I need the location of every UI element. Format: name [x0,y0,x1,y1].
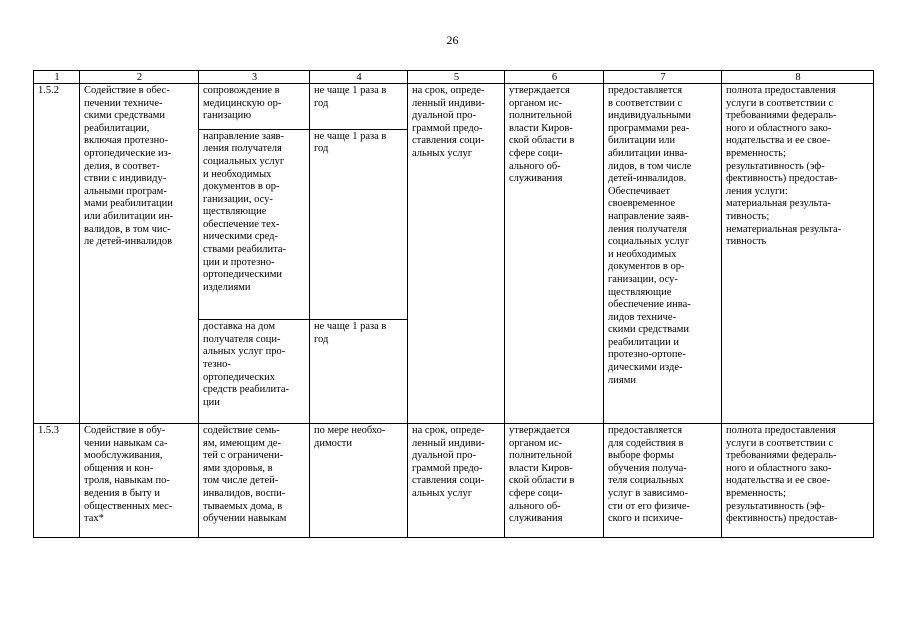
text-line: общественных мес- [84,500,173,512]
text-line: тей с ограничени- [203,450,284,462]
services-table [33,70,874,538]
text-line: ления получателя [608,223,687,235]
text-line: требованиями федераль- [726,450,837,462]
text-line: служивания [509,173,563,185]
subaction-cell [199,320,310,424]
text-line: ского и психиче- [608,513,683,525]
table-row [34,424,874,538]
frequency-cell [310,424,408,538]
text-line: обеспечение тех- [203,218,280,230]
column-header: 1 [34,71,80,84]
subaction-cell [199,129,310,320]
text-line: ортопедических [203,371,275,383]
text-line: сти от его физиче- [608,500,691,512]
text-line: том числе детей- [203,475,279,487]
text-line: сфере соци- [509,487,563,499]
column-header: 6 [505,71,604,84]
text-line: дуальной про- [412,110,476,122]
text-line: чении навыкам са- [84,437,168,449]
text-line: для содействия в [608,437,684,449]
text-line: и необходимых [608,248,677,260]
text-line: Содействие в обес- [84,85,170,96]
text-line: ствии с индивиду- [84,173,167,185]
text-line: обучении навыкам [203,513,287,525]
text-line: сфере соци- [509,147,563,159]
text-line: ствами реабилита- [203,244,287,256]
text-line: абилитации инва- [608,147,688,159]
text-line: ведения в быту и [84,487,161,499]
text-line: программами реа- [608,122,690,134]
text-line: в соответствии с [608,97,683,109]
text-line: фективность) предостав- [726,173,838,185]
text-line: ществляющие [608,286,672,298]
text-line: и необходимых [203,168,272,180]
text-line: год [314,97,329,109]
column-header: 5 [408,71,505,84]
text-line: средств реабилита- [203,384,289,396]
text-line: реабилитации, [84,122,150,134]
text-line: ями здоровья, в [203,462,273,474]
text-line: результативность (эф- [726,500,825,512]
text-line: скими средствами [84,110,166,122]
page-number: 26 [446,33,459,47]
conditions-cell [604,424,722,538]
text-line: ления получателя [203,143,282,155]
text-line: альных услуг про- [203,346,286,358]
approval-cell [505,424,604,538]
text-line: социальных услуг [203,155,285,167]
text-line: материальная результа- [726,198,831,210]
text-line: доставка на дом [203,321,276,333]
text-line: ставления соци- [412,475,485,487]
text-line: требованиями федераль- [726,110,837,122]
text-line: ганизации, осу- [608,273,678,285]
text-line: услуги в соответствии с [726,97,834,109]
service-name-cell [80,424,199,538]
text-line: медицинскую ор- [203,97,282,109]
text-line: результативность (эф- [726,160,825,172]
text-line: власти Киров- [509,122,573,134]
frequency-cell [310,320,408,424]
text-line: органом ис- [509,97,563,109]
text-line: не чаще 1 раза в [314,321,387,333]
text-line: услуг в зависимо- [608,487,688,499]
text-line: граммой предо- [412,462,483,474]
text-line: обучения получа- [608,462,687,474]
text-line: ортопедическими [203,269,283,281]
text-line: выборе формы [608,450,674,462]
term-cell [408,424,505,538]
text-line: ного и областного зако- [726,462,832,474]
text-line: дическими изде- [608,362,683,374]
text-line: предоставляется [608,425,683,436]
text-line: направление заяв- [608,210,690,222]
text-line: нематериальная результа- [726,223,842,235]
text-line: полнительной [509,110,572,122]
text-line: ганизации, осу- [203,193,273,205]
text-line: включая протезно- [84,135,169,147]
indicators-cell [722,424,874,538]
column-header: 2 [80,71,199,84]
text-line: детей-инвалидов. [608,173,687,185]
text-line: ленный индиви- [412,437,485,449]
text-line: тивность; [726,210,770,222]
text-line: содействие семь- [203,425,280,436]
indicators-cell [722,84,874,424]
text-line: теля социальных [608,475,684,487]
text-line: альных услуг [412,487,473,499]
text-line: делия, в соответ- [84,160,160,172]
text-line: не чаще 1 раза в [314,85,387,96]
text-line: полнота предоставления [726,425,836,436]
text-line: билитации или [608,135,676,147]
text-line: мами реабилитации [84,198,173,210]
text-line: ного и областного зако- [726,122,832,134]
column-header: 8 [722,71,874,84]
text-line: Содействие в обу- [84,425,166,436]
text-line: альных услуг [412,147,473,159]
text-line: утверждается [509,85,570,96]
text-line: на срок, опреде- [412,425,485,436]
text-line: социальных услуг [608,236,690,248]
term-cell [408,84,505,424]
text-line: утверждается [509,425,570,436]
text-line: Обеспечивает [608,185,671,197]
text-line: общения и кон- [84,462,154,474]
text-line: тезно- [203,359,231,371]
text-line: лидов, в том числе [608,160,692,172]
text-line: временность; [726,147,786,159]
text-line: документов в ор- [608,261,685,273]
text-line: нодательства и ее свое- [726,135,831,147]
text-line: ганизацию [203,110,252,122]
frequency-cell [310,129,408,320]
column-header: 4 [310,71,408,84]
text-line: ального об- [509,160,561,172]
text-line: ническими сред- [203,231,278,243]
column-number-header [34,71,874,84]
text-line: валидов, в том чис- [84,223,171,235]
text-line: лидов техниче- [608,311,677,323]
text-line: или абилитации ин- [84,210,174,222]
conditions-cell [604,84,722,424]
text-line: ществляющие [203,206,267,218]
text-line: ской области в [509,475,575,487]
text-line: альными програм- [84,185,167,197]
frequency-cell [310,84,408,130]
text-line: граммой предо- [412,122,483,134]
text-line: год [314,333,329,345]
text-line: служивания [509,513,563,525]
text-line: протезно-ортопе- [608,349,686,361]
text-line: направление заяв- [203,130,285,142]
row-number: 1.5.3 [34,424,80,538]
text-line: полнительной [509,450,572,462]
text-line: полнота предоставления [726,85,836,96]
text-line: печении техниче- [84,97,163,109]
text-line: ставления соци- [412,135,485,147]
subaction-cell [199,84,310,130]
text-line: органом ис- [509,437,563,449]
text-line: по мере необхо- [314,425,386,436]
text-line: реабилитации и [608,336,679,348]
text-line: услуги в соответствии с [726,437,834,449]
subaction-cell [199,424,310,538]
text-line: временность; [726,487,786,499]
text-line: ции и протезно- [203,256,275,268]
approval-cell [505,84,604,424]
text-line: ленный индиви- [412,97,485,109]
text-line: предоставляется [608,85,683,96]
text-line: получателя соци- [203,333,281,345]
text-line: скими средствами [608,324,690,336]
text-line: обеспечение инва- [608,299,691,311]
service-name-cell [80,84,199,424]
text-line: ления услуги: [726,185,788,197]
text-line: инвалидов, воспи- [203,487,286,499]
text-line: изделиями [203,281,251,293]
text-line: дуальной про- [412,450,476,462]
text-line: димости [314,437,352,449]
text-line: не чаще 1 раза в [314,130,387,142]
text-line: ле детей-инвалидов [84,236,173,248]
text-line: нодательства и ее свое- [726,475,831,487]
text-line: своевременное [608,198,676,210]
column-header: 3 [199,71,310,84]
text-line: тах* [84,513,104,525]
text-line: тивность [726,236,767,248]
table-row [34,84,874,130]
text-line: троля, навыкам по- [84,475,170,487]
text-line: документов в ор- [203,181,280,193]
text-line: ального об- [509,500,561,512]
text-line: фективность) предостав- [726,513,838,525]
text-line: лиями [608,374,636,386]
text-line: мообслуживания, [84,450,163,462]
text-line: на срок, опреде- [412,85,485,96]
text-line: тываемых дома, в [203,500,283,512]
text-line: ской области в [509,135,575,147]
text-line: сопровождение в [203,85,280,96]
text-line: ции [203,396,220,408]
text-line: ортопедические из- [84,147,172,159]
text-line: власти Киров- [509,462,573,474]
text-line: ям, имеющим де- [203,437,281,449]
row-number: 1.5.2 [34,84,80,424]
text-line: год [314,143,329,155]
column-header: 7 [604,71,722,84]
text-line: индивидуальными [608,110,691,122]
